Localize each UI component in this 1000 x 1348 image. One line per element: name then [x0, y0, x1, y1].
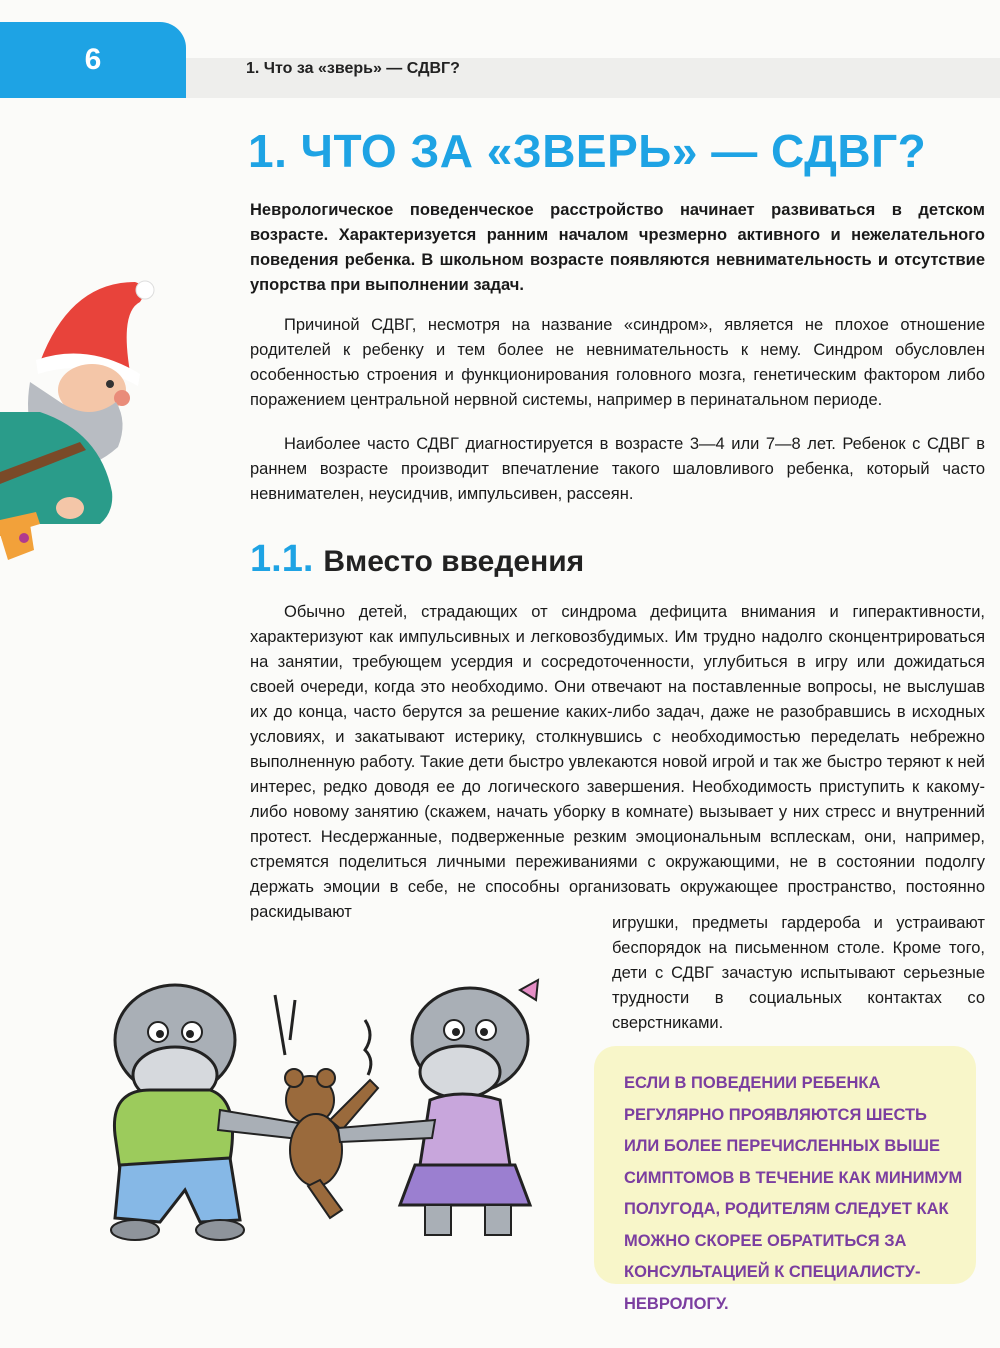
callout-text: ЕСЛИ В ПОВЕДЕНИИ РЕБЕНКА РЕГУЛЯРНО ПРОЯВЛЯЮТСЯ ШЕСТЬ ИЛИ БОЛЕЕ ПЕРЕЧИСЛЕННЫХ ВЫШЕ СИМПТОМОВ В ТЕЧЕНИЕ КАК МИНИМУМ ПОЛУГОДА, РОДИТЕЛЯМ СЛЕДУЕТ КАК МОЖНО СКОРЕЕ ОБРАТИТЬСЯ ЗА КОНСУЛЬТАЦИЕЙ К СПЕЦИАЛИСТУ-НЕВРОЛОГУ. — [624, 1074, 963, 1313]
page-number-tab — [0, 22, 186, 98]
callout-box — [594, 1046, 976, 1313]
paragraph: Наиболее часто СДВГ диагностируется в возрасте 3—4 или 7—8 лет. Ребенок с СДВГ в раннем возрасте производит впечатление такого шаловливого ребенка, который часто невнимателен, неусидчив, импульсивен, рассеян. — [250, 435, 985, 503]
gnome-illustration — [0, 262, 175, 572]
chapter-lead: Неврологическое поведенческое расстройство начинает развиваться в детском возрасте. Характеризуется ранним началом чрезмерно активного и нежелательного поведения ребенка. В школьном возрасте появляются невнимательность и отсутствие упорства при выполнении задач. — [250, 201, 985, 294]
section-body: Обычно детей, страдающих от синдрома дефицита внимания и гиперактивности, характеризуют как импульсивных и легковозбудимых. Им трудно надолго сконцентрироваться на занятии, требующем усердия и сосредоточенности, углубиться в игру или дожидаться своей очереди, когда это необходимо. Они отвечают на поставленные вопросы, не выслушав их до конца, часто берутся за решение каких-либо задач, даже не разобравшись в исходных условиях, и закатывают истерику, столкнувшись с необходимостью переделать небрежно выполненную работу. Такие дети быстро увлекаются новой игрой и так же быстро теряют к ней интерес, редко доводя ее до логического завершения. Необходимость приступить к какому-либо новому занятию (скажем, начать уборку в комнате) вызывает у них стресс и внутренний протест. Несдержанные, подверженные резким эмоциональным всплескам, они, например, стремятся поделиться личными переживаниями с окружающими, не в состоянии подолгу держать эмоции в себе, не способны организовать окружающее пространство, постоянно раскидывают — [250, 603, 985, 921]
section-number: 1.1. — [250, 538, 314, 580]
paragraph: Причиной СДВГ, несмотря на название «синдром», является не плохое отношение родителей к ребенку и тем более не невнимательность к нему. Синдром обусловлен особенностью строения и функционирования головного мозга, генетическим фактором либо поражением центральной нервной системы, например в перинатальном периоде. — [250, 316, 985, 409]
running-title: 1. Что за «зверь» — СДВГ? — [246, 60, 460, 77]
hippos-tug-of-war-illustration — [80, 960, 580, 1280]
chapter-title: 1. ЧТО ЗА «ЗВЕРЬ» — СДВГ? — [248, 125, 927, 177]
running-header — [186, 58, 1000, 98]
section-body-continuation: игрушки, предметы гардероба и устраивают беспорядок на письменном столе. Кроме того, дети с СДВГ зачастую испытывают серьезные трудности в социальных контактах со сверстниками. — [612, 914, 985, 1032]
section-title: Вместо введения — [323, 545, 585, 578]
section-heading — [250, 538, 584, 581]
page-number: 6 — [84, 43, 102, 76]
